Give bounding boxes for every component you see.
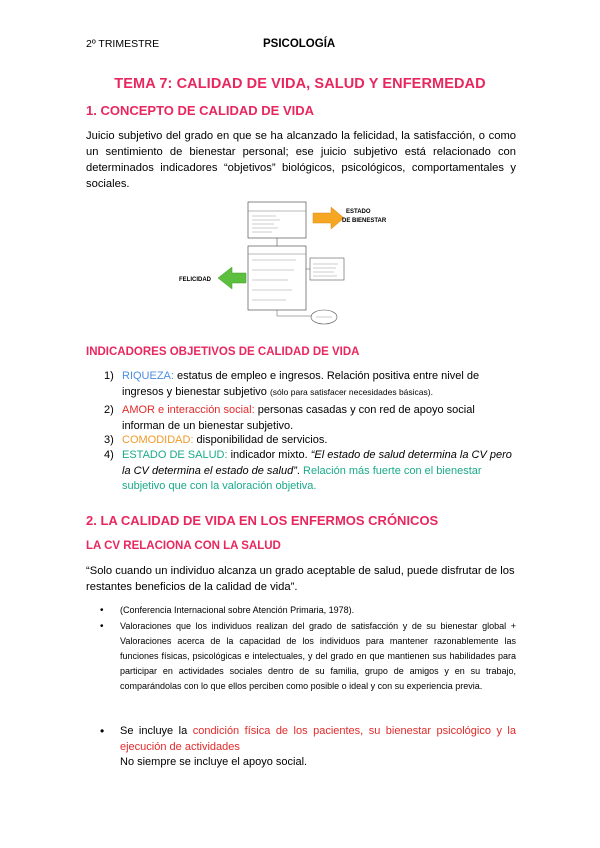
indicator-quote: “El estado de salud determina la CV pero la CV determina el estado de salud”	[122, 449, 512, 477]
indicator-note: (sólo para satisfacer necesidades básicas).	[269, 386, 433, 397]
page-title: TEMA 7: CALIDAD DE VIDA, SALUD Y ENFERMEDAD	[114, 76, 486, 92]
header-subject: PSICOLOGÍA	[263, 38, 336, 50]
section-1-paragraph: Juicio subjetivo del grado en que se ha alcanzado la felicidad, la satisfacción, o como un sentimiento de bienestar personal; ese juicio subjetivo está relacionado con determinados indicadores “objetivos” biológicos, psicológicos, comportamentales y sociales.	[86, 130, 516, 190]
section-2-heading: 2. LA CALIDAD DE VIDA EN LOS ENFERMOS CRÓNICOS	[86, 513, 439, 528]
indicator-key: RIQUEZA:	[122, 370, 174, 382]
bullet-item	[100, 603, 516, 618]
indicator-item	[104, 403, 516, 434]
indicator-text: personas casadas y con red de apoyo social informan de un bienestar subjetivo.	[122, 404, 475, 432]
indicator-item	[104, 369, 516, 400]
indicators-title: INDICADORES OBJETIVOS DE CALIDAD DE VIDA	[86, 346, 360, 358]
bullet-item	[100, 619, 516, 694]
indicator-number: 1)	[104, 370, 114, 382]
indicator-text: disponibilidad de servicios.	[193, 434, 328, 446]
indicator-text: estatus de empleo e ingresos. Relación positiva entre nivel de ingresos y bienestar subjetivo	[122, 370, 480, 398]
diagram-label-bienestar: DE BIENESTAR	[342, 218, 387, 224]
bullet-text: (Conferencia Internacional sobre Atención Primaria, 1978).	[120, 605, 355, 615]
diagram-label-felicidad: FELICIDAD	[179, 277, 211, 283]
bullet-text: Valoraciones que los individuos realizan del grado de satisfacción y de su bienestar global + Valoraciones acerca de la capacidad de los individuos para mantener razonablemente las funciones físicas, psicológicas e intelectuales, y del grado en que mantienen sus habilidades para participar en actividades sociales dentro de su familia, grupo de amigos y en su trabajo, comparándolas con lo que ellos perciben como posible o ideal y con su experiencia previa.	[120, 621, 516, 691]
header-trimester: 2º TRIMESTRE	[86, 38, 160, 50]
indicator-text: indicador mixto.	[227, 449, 311, 461]
indicator-item	[104, 448, 516, 495]
bullet-text: Se incluye la	[120, 725, 193, 737]
section-2-subtitle: LA CV RELACIONA CON LA SALUD	[86, 540, 281, 552]
bullet-extra-line: No siempre se incluye el apoyo social.	[120, 756, 308, 768]
bullet-highlight: condición física de los pacientes, su bienestar psicológico y la ejecución de actividades	[120, 725, 516, 753]
indicator-dot: .	[296, 464, 304, 477]
diagram-main-box	[248, 246, 306, 310]
arrow-left-icon	[218, 267, 246, 289]
section-1-heading: 1. CONCEPTO DE CALIDAD DE VIDA	[86, 103, 315, 118]
indicator-item	[104, 433, 516, 449]
indicator-key: AMOR e interacción social:	[122, 404, 255, 416]
indicator-number: 3)	[104, 434, 114, 446]
bullet-icon: •	[100, 621, 104, 632]
diagram-side-box	[310, 258, 344, 280]
quality-of-life-diagram	[176, 196, 416, 331]
section-2-quote: “Solo cuando un individuo alcanza un grado aceptable de salud, puede disfrutar de los restantes beneficios de la calidad de vida”.	[86, 565, 515, 593]
indicator-number: 2)	[104, 404, 114, 416]
bullet-icon: •	[100, 724, 105, 738]
indicator-key: ESTADO DE SALUD:	[122, 449, 228, 461]
indicator-highlight: Relación más fuerte con el bienestar subjetivo que con la valoración objetiva.	[122, 464, 482, 492]
diagram-label-estado: ESTADO	[346, 209, 371, 215]
indicator-key: COMODIDAD:	[122, 434, 194, 446]
arrow-right-icon	[313, 207, 344, 229]
bullet-icon: •	[100, 605, 104, 616]
bullet-item	[100, 723, 516, 755]
indicator-number: 4)	[104, 449, 114, 461]
